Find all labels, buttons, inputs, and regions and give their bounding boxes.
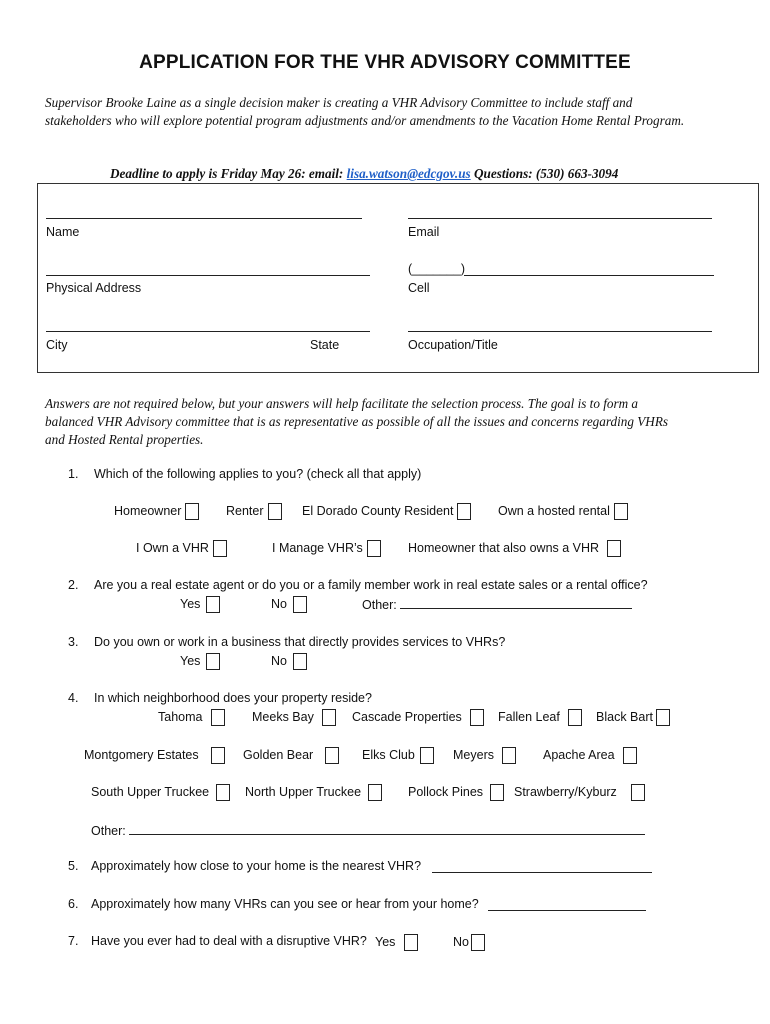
no-label: No — [271, 597, 287, 611]
q3-no — [271, 653, 307, 670]
q4-option-montgomery — [84, 747, 225, 764]
other-label: Other: — [362, 598, 397, 612]
checkbox[interactable] — [206, 596, 220, 613]
option-label: Homeowner that also owns a VHR — [408, 541, 600, 555]
checkbox[interactable] — [502, 747, 516, 764]
option-label: South Upper Truckee — [91, 785, 210, 799]
q4-option-fallen-leaf — [498, 709, 582, 726]
address-label: Physical Address — [46, 281, 142, 295]
q5-text: Approximately how close to your home is the nearest VHR? — [91, 859, 422, 873]
yes-label: Yes — [180, 654, 201, 668]
checkbox[interactable] — [420, 747, 434, 764]
q7-no — [453, 934, 485, 951]
deadline-suffix: Questions: (530) 663-3094 — [470, 166, 619, 181]
cell-label: Cell — [408, 281, 430, 295]
option-label: Tahoma — [158, 710, 203, 724]
other-field[interactable] — [129, 822, 645, 835]
q4-other — [91, 822, 645, 838]
no-label: No — [271, 654, 287, 668]
other-field[interactable] — [400, 596, 632, 609]
q1-option-own-vhr — [136, 540, 227, 557]
q4-option-meeks-bay — [252, 709, 336, 726]
checkbox[interactable] — [325, 747, 339, 764]
checkbox[interactable] — [471, 934, 485, 951]
cell-field[interactable] — [464, 275, 714, 276]
answers-note: Answers are not required below, but your answers will help facilitate the selection process. The goal is to form a balanced VHR Advisory committee that is as representative as possible of all the issues and concerns regarding VHRs and Hosted Rental properties. — [45, 396, 669, 447]
q6-text: Approximately how many VHRs can you see or hear from your home? — [91, 897, 479, 911]
yes-label: Yes — [375, 935, 396, 949]
city-label: City — [46, 338, 68, 352]
email-field[interactable] — [408, 218, 712, 219]
checkbox[interactable] — [631, 784, 645, 801]
address-field[interactable] — [46, 275, 370, 276]
q4-option-black-bart — [596, 709, 670, 726]
checkbox[interactable] — [211, 709, 225, 726]
option-label: I Manage VHR’s — [272, 541, 363, 555]
checkbox[interactable] — [293, 653, 307, 670]
checkbox[interactable] — [185, 503, 199, 520]
deadline-line — [110, 166, 618, 182]
option-label: Cascade Properties — [352, 710, 462, 724]
deadline-prefix: Deadline to apply is Friday May 26: email: — [110, 166, 347, 181]
checkbox[interactable] — [322, 709, 336, 726]
q6-answer-field[interactable] — [488, 898, 646, 911]
occupation-field[interactable] — [408, 331, 712, 332]
cell-area-code[interactable]: (_______) — [408, 262, 465, 276]
q7-number: 7. — [68, 934, 79, 948]
option-label: Montgomery Estates — [84, 748, 199, 762]
checkbox[interactable] — [470, 709, 484, 726]
q2-yes — [180, 596, 220, 613]
option-label: Elks Club — [362, 748, 415, 762]
option-label: Apache Area — [543, 748, 615, 762]
name-field[interactable] — [46, 218, 362, 219]
email-link[interactable]: lisa.watson@edcgov.us — [346, 166, 471, 181]
q2-text: Are you a real estate agent or do you or a family member work in real estate sales or a rental office? — [94, 578, 648, 592]
q4-option-north-upper-truckee — [245, 784, 382, 801]
checkbox[interactable] — [457, 503, 471, 520]
option-label: Own a hosted rental — [498, 504, 610, 518]
option-label: Strawberry/Kyburz — [514, 785, 617, 799]
option-label: Meeks Bay — [252, 710, 314, 724]
q4-option-golden-bear — [243, 747, 339, 764]
q4-number: 4. — [68, 691, 79, 705]
option-label: Homeowner — [114, 504, 182, 518]
q7-yes — [375, 934, 418, 951]
q1-number: 1. — [68, 467, 79, 481]
q4-option-pollock-pines — [408, 784, 504, 801]
option-label: Black Bart — [596, 710, 653, 724]
no-label: No — [453, 935, 469, 949]
intro-paragraph: Supervisor Brooke Laine as a single decision maker is creating a VHR Advisory Committee to include staff and stakeholders who will explore potential program adjustments and/or amendments to the Vacation Home Rental Program. — [45, 95, 685, 128]
checkbox[interactable] — [607, 540, 621, 557]
checkbox[interactable] — [213, 540, 227, 557]
checkbox[interactable] — [656, 709, 670, 726]
q3-number: 3. — [68, 635, 79, 649]
option-label: I Own a VHR — [136, 541, 209, 555]
checkbox[interactable] — [490, 784, 504, 801]
q4-option-strawberry — [514, 784, 645, 801]
q1-option-homeowner — [114, 503, 199, 520]
q2-number: 2. — [68, 578, 79, 592]
q1-option-resident — [302, 503, 471, 520]
q1-option-renter — [226, 503, 282, 520]
checkbox[interactable] — [568, 709, 582, 726]
q1-option-hosted-rental — [498, 503, 628, 520]
q1-text: Which of the following applies to you? (check all that apply) — [94, 467, 422, 481]
checkbox[interactable] — [216, 784, 230, 801]
q4-text: In which neighborhood does your property reside? — [94, 691, 372, 705]
q2-no — [271, 596, 307, 613]
option-label: Golden Bear — [243, 748, 314, 762]
checkbox[interactable] — [206, 653, 220, 670]
q4-option-meyers — [453, 747, 516, 764]
checkbox[interactable] — [404, 934, 418, 951]
q2-other — [362, 596, 632, 612]
q5-number: 5. — [68, 859, 79, 873]
city-field[interactable] — [46, 331, 370, 332]
checkbox[interactable] — [293, 596, 307, 613]
checkbox[interactable] — [623, 747, 637, 764]
option-label: El Dorado County Resident — [302, 504, 454, 518]
occupation-label: Occupation/Title — [408, 338, 498, 352]
q4-option-cascade — [352, 709, 484, 726]
option-label: Pollock Pines — [408, 785, 484, 799]
option-label: Renter — [226, 504, 264, 518]
option-label: Meyers — [453, 748, 494, 762]
q7-text: Have you ever had to deal with a disruptive VHR? — [91, 934, 367, 948]
option-label: Fallen Leaf — [498, 710, 560, 724]
email-label: Email — [408, 225, 440, 239]
checkbox[interactable] — [268, 503, 282, 520]
checkbox[interactable] — [367, 540, 381, 557]
q1-option-manage-vhr — [272, 540, 381, 557]
q4-option-tahoma — [158, 709, 225, 726]
checkbox[interactable] — [614, 503, 628, 520]
q4-option-apache — [543, 747, 637, 764]
state-label: State — [310, 338, 340, 352]
name-label: Name — [46, 225, 80, 239]
contact-info-box — [37, 183, 759, 373]
q1-option-homeowner-vhr — [408, 540, 621, 557]
checkbox[interactable] — [211, 747, 225, 764]
q3-yes — [180, 653, 220, 670]
q3-text: Do you own or work in a business that directly provides services to VHRs? — [94, 635, 506, 649]
page-title: APPLICATION FOR THE VHR ADVISORY COMMITTEE — [139, 52, 631, 73]
q4-option-south-upper-truckee — [91, 784, 230, 801]
q4-option-elks-club — [362, 747, 434, 764]
option-label: North Upper Truckee — [245, 785, 362, 799]
q6-number: 6. — [68, 897, 79, 911]
yes-label: Yes — [180, 597, 201, 611]
q5-answer-field[interactable] — [432, 860, 652, 873]
other-label: Other: — [91, 824, 126, 838]
checkbox[interactable] — [368, 784, 382, 801]
